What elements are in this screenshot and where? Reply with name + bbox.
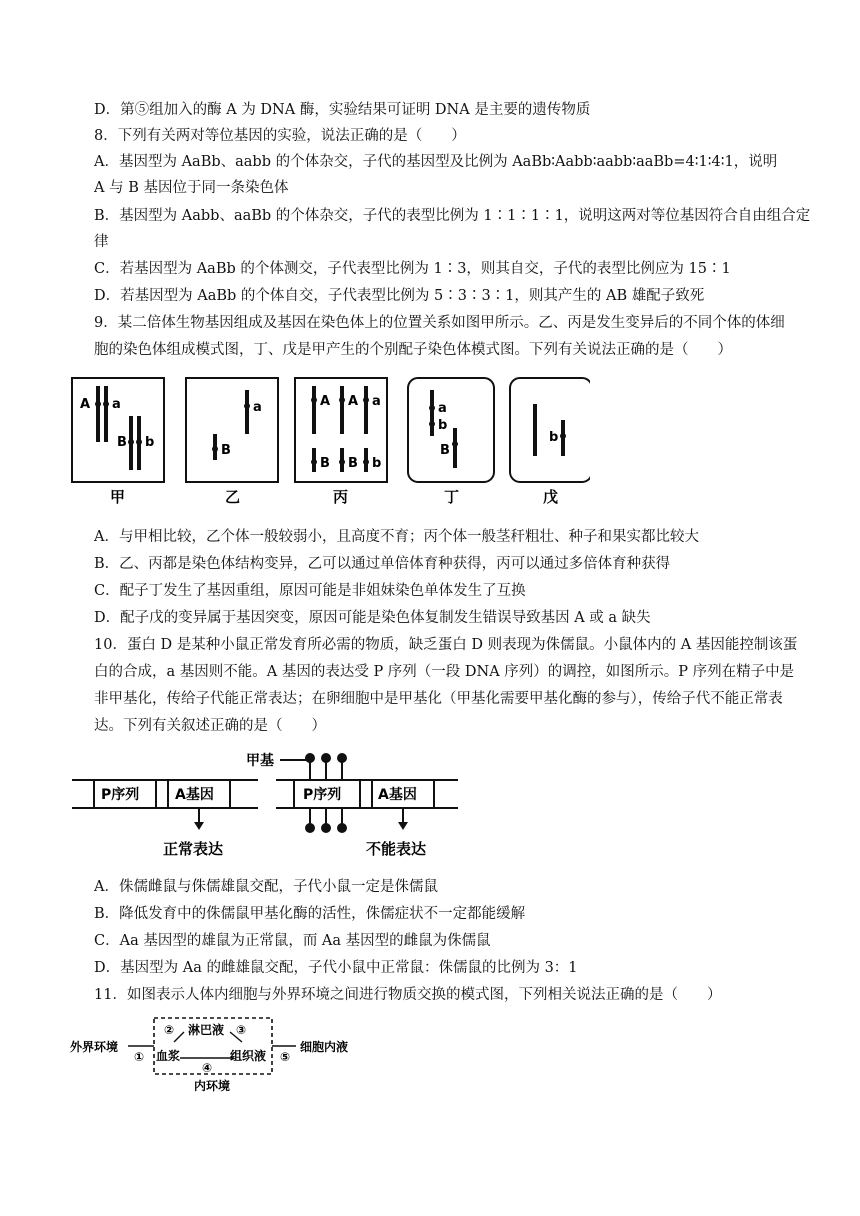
q8-stem: 8．下列有关两对等位基因的实验，说法正确的是（ ） xyxy=(94,128,466,144)
gene-label: A xyxy=(80,397,91,412)
panel-label-ding: 丁 xyxy=(444,488,460,506)
panel-label-wu: 戊 xyxy=(543,488,559,506)
lymph-label: 淋巴液 xyxy=(188,1023,225,1037)
q9-chromosome-figure xyxy=(70,372,590,512)
q10-stem-line3: 非甲基化，传给子代能正常表达；在卵细胞中是甲基化（甲基化需要甲基化酶的参与），传给子代不能正常表 xyxy=(94,691,783,707)
q10-option-a: A．侏儒雌鼠与侏儒雄鼠交配，子代小鼠一定是侏儒鼠 xyxy=(94,879,438,895)
q8-option-a-line1: A．基因型为 AaBb、aabb 的个体杂交，子代的基因型及比例为 AaBb∶Aabb∶aabb∶aaBb=4∶1∶4∶1，说明 xyxy=(94,154,778,170)
q8-option-a-line2: A 与 B 基因位于同一条染色体 xyxy=(94,180,289,196)
q9-stem-line1: 9．某二倍体生物基因组成及基因在染色体上的位置关系如图甲所示。乙、丙是发生变异后的不同个体的体细 xyxy=(94,315,785,331)
gene-label: B xyxy=(221,443,231,458)
q8-option-b-line2: 律 xyxy=(94,234,109,250)
q9-option-d: D．配子戊的变异属于基因突变，原因可能是染色体复制发生错误导致基因 A 或 a 缺失 xyxy=(94,610,651,626)
gene-label: B xyxy=(320,456,330,471)
gene-label: b xyxy=(145,435,155,450)
gene-label: a xyxy=(112,397,121,412)
plasma-label: 血浆 xyxy=(156,1049,181,1063)
no-expression-label: 不能表达 xyxy=(366,840,427,858)
q8-option-c: C．若基因型为 AaBb 的个体测交，子代表型比例为 1∶3，则其自交，子代的表型比例应为 15∶1 xyxy=(94,261,731,277)
a-gene-label: A基因 xyxy=(378,787,417,803)
gene-label: a xyxy=(253,400,262,415)
gene-label: b xyxy=(438,418,448,433)
panel-label-jia: 甲 xyxy=(110,488,126,506)
panel-label-bing: 丙 xyxy=(333,488,349,506)
gene-label: B xyxy=(117,435,127,450)
step-3-label: ③ xyxy=(236,1023,247,1037)
step-1-label: ① xyxy=(134,1050,145,1064)
intracellular-fluid-label: 细胞内液 xyxy=(300,1040,349,1054)
methyl-label: 甲基 xyxy=(246,753,274,769)
gene-label: A xyxy=(348,394,359,409)
gene-label: b xyxy=(549,430,559,445)
q9-stem-line2: 胞的染色体组成模式图，丁、戊是甲产生的个别配子染色体模式图。下列有关说法正确的是（ ） xyxy=(94,342,732,358)
gene-label: a xyxy=(438,401,447,416)
step-5-label: ⑤ xyxy=(280,1050,291,1064)
step-2-label: ② xyxy=(164,1023,175,1037)
internal-environment-label: 内环境 xyxy=(194,1079,231,1093)
gene-label: B xyxy=(348,456,358,471)
q10-stem-line4: 达。下列有关叙述正确的是（ ） xyxy=(94,718,326,734)
q10-option-b: B．降低发育中的侏儒鼠甲基化酶的活性，侏儒症状不一定都能缓解 xyxy=(94,906,526,922)
gene-label: b xyxy=(372,456,382,471)
q9-option-b: B．乙、丙都是染色体结构变异，乙可以通过单倍体育种获得，丙可以通过多倍体育种获得 xyxy=(94,556,671,572)
a-gene-label: A基因 xyxy=(175,787,214,803)
q10-stem-line2: 白的合成，a 基因则不能。A 基因的表达受 P 序列（一段 DNA 序列）的调控，如图所示。P 序列在精子中是 xyxy=(94,664,795,680)
p-sequence-label: P序列 xyxy=(101,787,140,803)
q8-option-d: D．若基因型为 AaBb 的个体自交，子代表型比例为 5∶3∶3∶1，则其产生的 AB 雄配子致死 xyxy=(94,288,705,304)
q7-option-d: D．第⑤组加入的酶 A 为 DNA 酶，实验结果可证明 DNA 是主要的遗传物质 xyxy=(94,102,591,118)
external-environment-label: 外界环境 xyxy=(70,1040,119,1054)
gene-label: A xyxy=(320,394,331,409)
p-sequence-label: P序列 xyxy=(303,787,342,803)
panel-label-yi: 乙 xyxy=(225,488,241,506)
q9-option-a: A．与甲相比较，乙个体一般较弱小，且高度不育；丙个体一般茎秆粗壮、种子和果实都比较大 xyxy=(94,529,699,545)
q10-option-d: D．基因型为 Aa 的雌雄鼠交配，子代小鼠中正常鼠：侏儒鼠的比例为 3：1 xyxy=(94,960,578,976)
step-4-label: ④ xyxy=(202,1061,213,1075)
q11-exchange-figure xyxy=(70,1014,370,1096)
q8-option-b-line1: B．基因型为 Aabb、aaBb 的个体杂交，子代的表型比例为 1∶1∶1∶1，说明这两对等位基因符合自由组合定 xyxy=(94,208,811,224)
q10-methylation-figure xyxy=(70,746,460,864)
q11-stem: 11．如图表示人体内细胞与外界环境之间进行物质交换的模式图，下列相关说法正确的是（ ） xyxy=(94,987,722,1003)
gene-label: a xyxy=(372,394,381,409)
tissue-fluid-label: 组织液 xyxy=(230,1049,267,1063)
q10-option-c: C．Aa 基因型的雄鼠为正常鼠，而 Aa 基因型的雌鼠为侏儒鼠 xyxy=(94,933,491,949)
gene-label: B xyxy=(440,443,450,458)
normal-expression-label: 正常表达 xyxy=(163,840,224,858)
q10-stem-line1: 10．蛋白 D 是某种小鼠正常发育所必需的物质，缺乏蛋白 D 则表现为侏儒鼠。小鼠体内的 A 基因能控制该蛋 xyxy=(94,637,798,653)
q9-option-c: C．配子丁发生了基因重组，原因可能是非姐妹染色单体发生了互换 xyxy=(94,583,526,599)
